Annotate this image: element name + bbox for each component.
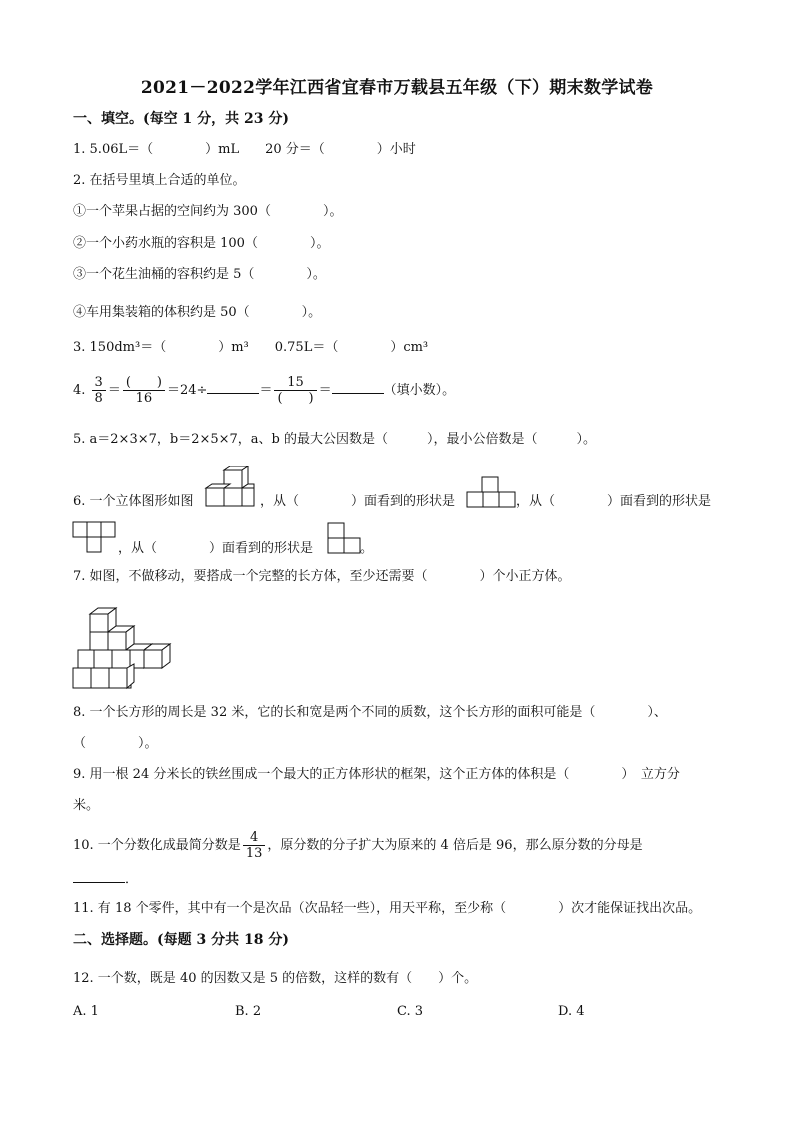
question-5: 5. a＝2×3×7，b＝2×5×7，a、b 的最大公因数是（ ），最小公倍数是（ ）。 bbox=[73, 432, 597, 447]
section1-heading: 一、填空。(每空 1 分，共 23 分) bbox=[73, 111, 289, 127]
question-2-item: ②一个小药水瓶的容积是 100（ ）。 bbox=[73, 236, 330, 251]
question-8-line-1: 8. 一个长方形的周长是 32 米，它的长和宽是两个不同的质数，这个长方形的面积可能是（ ）、 bbox=[73, 705, 667, 720]
answer-blank[interactable] bbox=[332, 381, 384, 394]
q1-part-a: 1. 5.06L＝（ ）mL bbox=[73, 142, 240, 157]
question-2-item: ④车用集装箱的体积约是 50（ ）。 bbox=[73, 305, 322, 320]
question-6-part-c: ，从（ ）面看到的形状是 bbox=[516, 494, 712, 509]
view-shape-3 bbox=[327, 522, 361, 554]
section2-heading: 二、选择题。(每题 3 分共 18 分) bbox=[73, 932, 289, 948]
answer-blank[interactable] bbox=[207, 381, 259, 394]
question-10-line-1: 10. 一个分数化成最简分数是 $\frac{4}{13}$ ，原分数的分子扩大为原来的 4 倍后是 96，那么原分数的分母是 bbox=[73, 830, 643, 861]
fraction-15-blank: $\frac{15}{( )}$ bbox=[274, 375, 316, 406]
question-2-item: ①一个苹果占据的空间约为 300（ ）。 bbox=[73, 204, 343, 219]
view-shape-2 bbox=[72, 521, 118, 553]
question-10-line-2: ． bbox=[73, 870, 138, 889]
stacked-cubes-figure bbox=[72, 604, 176, 692]
page-title: 2021－2022学年江西省宜春市万载县五年级（下）期末数学试卷 bbox=[140, 78, 654, 98]
fraction-3-8: $\frac{3}{8}$ bbox=[92, 375, 106, 406]
question-4: 4. $\frac{3}{8}$ ＝ $\frac{( )}{16}$ ＝24÷ ＝ $\frac{15}{( )}$ ＝ （填小数）。 bbox=[73, 375, 456, 406]
solid-figure-3d bbox=[202, 466, 258, 508]
q3-part-a: 3. 150dm³＝（ ）m³ bbox=[73, 340, 249, 355]
question-6-part-a: 6. 一个立体图形如图 bbox=[73, 494, 194, 509]
q1-part-b: 20 分＝（ ）小时 bbox=[265, 142, 416, 157]
question-8-line-2: （ ）。 bbox=[73, 736, 158, 751]
option-c[interactable]: C. 3 bbox=[397, 1004, 424, 1019]
view-shape-1 bbox=[466, 476, 516, 508]
question-6-part-b: ，从（ ）面看到的形状是 bbox=[260, 494, 456, 509]
question-11: 11. 有 18 个零件，其中有一个是次品（次品轻一些），用天平称，至少称（ ）次才能保证找出次品。 bbox=[73, 901, 702, 916]
option-d[interactable]: D. 4 bbox=[558, 1004, 585, 1019]
question-9-line-1: 9. 用一根 24 分米长的铁丝围成一个最大的正方体形状的框架，这个正方体的体积是（ ） 立方分 bbox=[73, 767, 680, 782]
fraction-blank-16: $\frac{( )}{16}$ bbox=[123, 375, 165, 406]
question-3 bbox=[73, 339, 428, 357]
question-2-stem: 2. 在括号里填上合适的单位。 bbox=[73, 173, 246, 188]
question-1 bbox=[73, 141, 416, 159]
question-6-part-d: ，从（ ）面看到的形状是 bbox=[118, 541, 314, 556]
question-7: 7. 如图，不做移动，要搭成一个完整的长方体，至少还需要（ ）个小正方体。 bbox=[73, 569, 571, 584]
option-b[interactable]: B. 2 bbox=[235, 1004, 262, 1019]
q4-number: 4. bbox=[73, 383, 86, 398]
answer-blank[interactable] bbox=[73, 870, 125, 883]
question-12: 12. 一个数，既是 40 的因数又是 5 的倍数，这样的数有（ ）个。 bbox=[73, 971, 478, 986]
question-9-line-2: 米。 bbox=[73, 798, 100, 813]
question-2-item: ③一个花生油桶的容积约是 5（ ）。 bbox=[73, 267, 326, 282]
question-6-part-e: 。 bbox=[360, 541, 374, 556]
fraction-4-13: $\frac{4}{13}$ bbox=[243, 830, 266, 861]
option-a[interactable]: A. 1 bbox=[73, 1004, 99, 1019]
q3-part-b: 0.75L＝（ ）cm³ bbox=[274, 340, 429, 355]
